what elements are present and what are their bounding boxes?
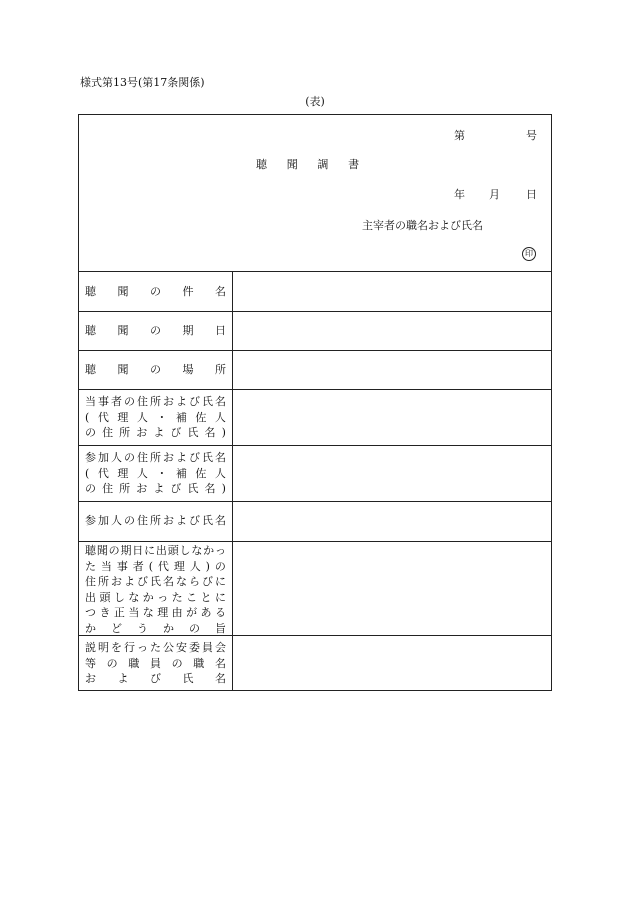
label-participant-address <box>85 450 226 497</box>
side-label: (表) <box>305 95 325 108</box>
value-party-address[interactable] <box>233 390 551 444</box>
label-line: 聴 聞 の 場 所 <box>85 363 226 376</box>
label-line: 聴 聞 の 期 日 に 出 頭 し な か っ <box>85 544 226 557</box>
label-line: 出 頭 し な か っ た こ と に <box>85 590 226 604</box>
seal-mark: 印 <box>522 247 536 261</box>
form-number: 様式第13号(第17条関係) <box>80 76 205 89</box>
label-case-name <box>85 284 226 300</box>
number-suffix: 号 <box>526 129 537 142</box>
label-line: た 当 事 者 ( 代 理 人 ) の <box>85 559 226 573</box>
document-title: 聴 聞 調 書 <box>256 158 361 171</box>
label-line: 住 所 お よ び 氏 名 な ら び に <box>85 575 226 588</box>
value-participant-address[interactable] <box>233 446 551 500</box>
label-line: の 住 所 お よ び 氏 名 ) <box>85 426 226 439</box>
label-line: 聴 聞 の 期 日 <box>85 324 226 337</box>
value-case-name[interactable] <box>233 272 551 310</box>
value-explaining-officer[interactable] <box>233 636 551 690</box>
label-hearing-date <box>85 323 226 339</box>
value-absent-party[interactable] <box>233 542 551 634</box>
label-party-address <box>85 394 226 441</box>
date-year: 年 <box>454 188 465 201</box>
label-line: 当 事 者 の 住 所 お よ び 氏 名 <box>85 395 226 408</box>
label-line: 等 の 職 員 の 職 名 <box>85 656 226 670</box>
label-line: か ど う か の 旨 <box>85 621 226 635</box>
label-line: ( 代 理 人 ・ 補 佐 人 <box>85 466 226 480</box>
label-hearing-place <box>85 362 226 378</box>
date-month: 月 <box>489 188 500 201</box>
label-line: 聴 聞 の 件 名 <box>85 285 226 298</box>
value-hearing-place[interactable] <box>233 351 551 388</box>
label-participant-address-2 <box>85 513 226 529</box>
label-line: 説 明 を 行 っ た 公 安 委 員 会 <box>85 641 226 654</box>
hearing-record-form <box>78 114 552 691</box>
number-prefix: 第 <box>454 129 465 142</box>
label-line: 参 加 人 の 住 所 お よ び 氏 名 <box>85 514 226 527</box>
label-line: の 住 所 お よ び 氏 名 ) <box>85 482 226 495</box>
date-day: 日 <box>526 188 537 201</box>
value-participant-address-2[interactable] <box>233 502 551 540</box>
label-line: お よ び 氏 名 <box>85 672 226 685</box>
label-explaining-officer <box>85 640 226 687</box>
label-line: ( 代 理 人 ・ 補 佐 人 <box>85 410 226 424</box>
value-hearing-date[interactable] <box>233 312 551 349</box>
label-line: つ き 正 当 な 理 由 が あ る <box>85 606 226 619</box>
label-line: 参 加 人 の 住 所 お よ び 氏 名 <box>85 451 226 464</box>
label-absent-party <box>85 543 226 636</box>
presider-label: 主宰者の職名および氏名 <box>362 219 483 232</box>
